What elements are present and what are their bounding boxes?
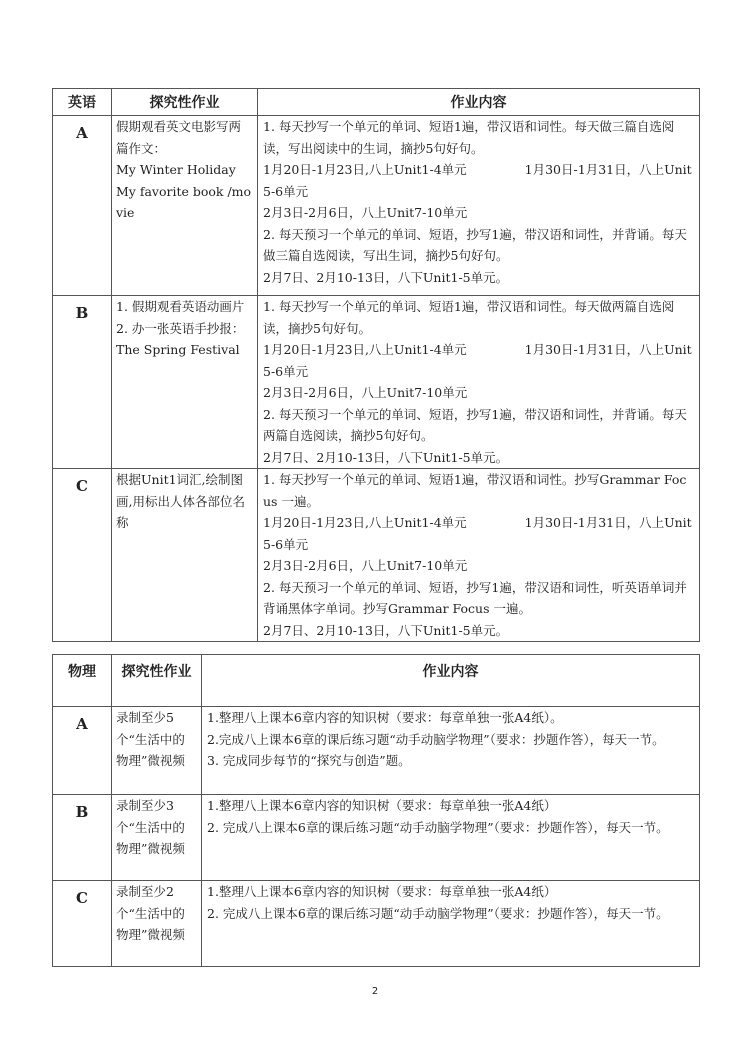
content-paragraph: 1. 每天抄写一个单元的单词、短语1遍，带汉语和词性。每天做两篇自选阅读，摘抄5句好句。 — [263, 299, 675, 336]
content-line: 2. 完成八上课本6章的课后练习题“动手动脑学物理”（要求：抄题作答），每天一节。 — [207, 819, 669, 835]
content-cell — [202, 881, 700, 967]
content-line: 2.完成八上课本6章的课后练习题“动手动脑学物理”（要求：抄题作答），每天一节。 — [207, 731, 665, 747]
table-row — [53, 296, 700, 469]
content-line: 1.整理八上课本6章内容的知识树（要求：每章单独一张A4纸）。 — [207, 710, 563, 725]
schedule-text: 1月30日-1月31日，八上Unit5-6单元 — [263, 515, 692, 552]
schedule-line: 2月7日、2月10-13日，八下Unit1-5单元。 — [263, 269, 509, 285]
project-cell: 录制至少5个“生活中的物理”微视频 — [112, 707, 202, 795]
level-label: A — [53, 116, 112, 296]
table-row — [53, 707, 700, 795]
table-row — [53, 881, 700, 967]
physics-homework-table — [52, 654, 700, 967]
project-line: 假期观看英文电影写两篇作文： — [116, 119, 242, 156]
level-label: C — [53, 469, 112, 642]
project-cell — [112, 469, 258, 642]
content-cell — [202, 707, 700, 795]
schedule-line: 2月3日-2月6日，八上Unit7-10单元 — [263, 558, 468, 573]
project-cell: 录制至少2个“生活中的物理”微视频 — [112, 881, 202, 967]
project-cell: 录制至少3个“生活中的物理”微视频 — [112, 795, 202, 881]
project-line: My Winter Holiday — [116, 162, 236, 177]
level-label: A — [53, 707, 112, 795]
content-paragraph: 2. 每天预习一个单元的单词、短语，抄写1遍，带汉语和词性，听英语单词并背诵黑体字单词。抄写Grammar Focus 一遍。 — [263, 579, 687, 616]
table-row — [53, 795, 700, 881]
project-line: 根据Unit1词汇,绘制图画,用标出人体各部位名称 — [116, 472, 245, 530]
content-paragraph: 2. 每天预习一个单元的单词、短语，抄写1遍，带汉语和词性，并背诵。每天做三篇自选阅读，写出生词，摘抄5句好句。 — [263, 226, 687, 263]
level-label: B — [53, 795, 112, 881]
schedule-line: 2月3日-2月6日，八上Unit7-10单元 — [263, 385, 468, 400]
schedule-line: 2月7日、2月10-13日，八下Unit1-5单元。 — [263, 449, 509, 465]
schedule-text: 1月30日-1月31日，八上Unit5-6单元 — [263, 162, 692, 199]
subject-header: 物理 — [53, 655, 112, 707]
project-header: 探究性作业 — [112, 655, 202, 707]
project-header: 探究性作业 — [112, 89, 258, 116]
content-paragraph: 1. 每天抄写一个单元的单词、短语1遍，带汉语和词性。每天做三篇自选阅读，写出阅读中的生词，摘抄5句好句。 — [263, 119, 675, 156]
subject-header: 英语 — [53, 89, 112, 116]
schedule-line: 2月7日、2月10-13日，八下Unit1-5单元。 — [263, 622, 509, 638]
english-homework-table — [52, 88, 700, 642]
project-cell — [112, 116, 258, 296]
table-row — [53, 116, 700, 296]
content-line: 1.整理八上课本6章内容的知识树（要求：每章单独一张A4纸） — [207, 884, 557, 899]
content-paragraph: 2. 每天预习一个单元的单词、短语，抄写1遍，带汉语和词性，并背诵。每天两篇自选阅读，摘抄5句好句。 — [263, 406, 687, 443]
schedule-text: 1月30日-1月31日，八上Unit5-6单元 — [263, 342, 692, 379]
content-line: 2. 完成八上课本6章的课后练习题“动手动脑学物理”（要求：抄题作答），每天一节。 — [207, 905, 669, 921]
table-header-row — [53, 655, 700, 707]
project-line: 1. 假期观看英语动画片 — [116, 299, 245, 314]
content-cell — [258, 116, 700, 296]
schedule-text: 1月20日-1月23日,八上Unit1-4单元 — [263, 162, 467, 177]
content-cell — [202, 795, 700, 881]
content-header: 作业内容 — [202, 655, 700, 707]
content-line: 1.整理八上课本6章内容的知识树（要求：每章单独一张A4纸） — [207, 798, 557, 813]
schedule-line — [263, 159, 694, 202]
schedule-text: 1月20日-1月23日,八上Unit1-4单元 — [263, 515, 467, 530]
table-row — [53, 469, 700, 642]
schedule-text: 1月20日-1月23日,八上Unit1-4单元 — [263, 342, 467, 357]
content-paragraph: 1. 每天抄写一个单元的单词、短语1遍，带汉语和词性。抄写Grammar Focus 一遍。 — [263, 472, 687, 509]
table-header-row — [53, 89, 700, 116]
project-line: My favorite book /movie — [116, 183, 252, 220]
content-cell — [258, 296, 700, 469]
content-cell — [258, 469, 700, 642]
content-header: 作业内容 — [258, 89, 700, 116]
project-cell — [112, 296, 258, 469]
content-line: 3. 完成同步每节的“探究与创造”题。 — [207, 753, 411, 768]
schedule-line — [263, 339, 694, 382]
page-number: 2 — [371, 986, 379, 997]
schedule-line — [263, 512, 694, 555]
level-label: B — [53, 296, 112, 469]
schedule-line: 2月3日-2月6日，八上Unit7-10单元 — [263, 205, 468, 220]
level-label: C — [53, 881, 112, 967]
project-line: 2. 办一张英语手抄报： The Spring Festival — [116, 320, 245, 357]
